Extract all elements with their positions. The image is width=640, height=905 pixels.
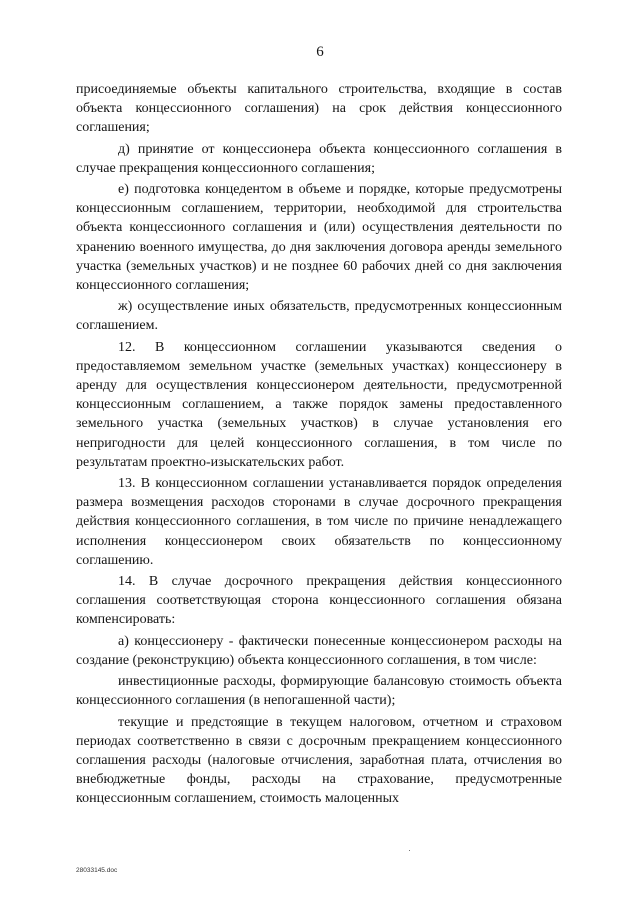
- paragraph: присоединяемые объекты капитального строительства, входящие в состав объекта концессионного соглашения) на срок действия концессионного соглашения;: [76, 82, 562, 136]
- paragraph: е) подготовка концедентом в объеме и порядке, которые предусмотрены концессионным соглашением, территории, необходимой для строительства объекта концессионного соглашения и (или) осуществления деятельности по хранению военного имущества, до дня заключения договора аренды земельного участка (земельных участков) и не позднее 60 рабочих дней со дня заключения концессионного соглашения;: [76, 182, 562, 294]
- paragraph: а) концессионеру - фактически понесенные концессионером расходы на создание (реконструкцию) объекта концессионного соглашения, в том числе:: [76, 633, 562, 668]
- footer-file-code: 28033145.doc: [76, 867, 118, 874]
- paragraph: ж) осуществление иных обязательств, предусмотренных концессионным соглашением.: [76, 299, 562, 334]
- paragraph: д) принятие от концессионера объекта концессионного соглашения в случае прекращения концессионного соглашения;: [76, 141, 562, 176]
- document-body: [76, 80, 562, 809]
- paragraph: 13. В концессионном соглашении устанавливается порядок определения размера возмещения расходов сторонами в случае досрочного прекращения действия концессионного соглашения, в том числе по причине ненадлежащего исполнения концессионером своих обязательств по концессионному соглашению.: [76, 476, 562, 568]
- paragraph: 12. В концессионном соглашении указываются сведения о предоставляемом земельном участке (земельных участках) концессионеру в аренду для осуществления концессионером деятельности, предусмотренной концессионным соглашением, а также порядок замены предоставленного земельного участка (земельных участков) в случае установления его непригодности для целей концессионного соглашения, в том числе по результатам проектно-изыскательских работ.: [76, 339, 562, 470]
- paragraph: инвестиционные расходы, формирующие балансовую стоимость объекта концессионного соглашения (в непогашенной части);: [76, 674, 562, 709]
- scan-speck: [409, 850, 410, 851]
- page-number: 6: [316, 44, 324, 60]
- paragraph: текущие и предстоящие в текущем налоговом, отчетном и страховом периодах соответственно в связи с досрочным прекращением концессионного соглашения расходы (налоговые отчисления, заработная плата, отчисления во внебюджетные фонды, расходы на страхование, предусмотренные концессионным соглашением, стоимость малоценных: [76, 714, 562, 807]
- paragraph: 14. В случае досрочного прекращения действия концессионного соглашения соответствующая сторона концессионного соглашения обязана компенсировать:: [76, 574, 562, 628]
